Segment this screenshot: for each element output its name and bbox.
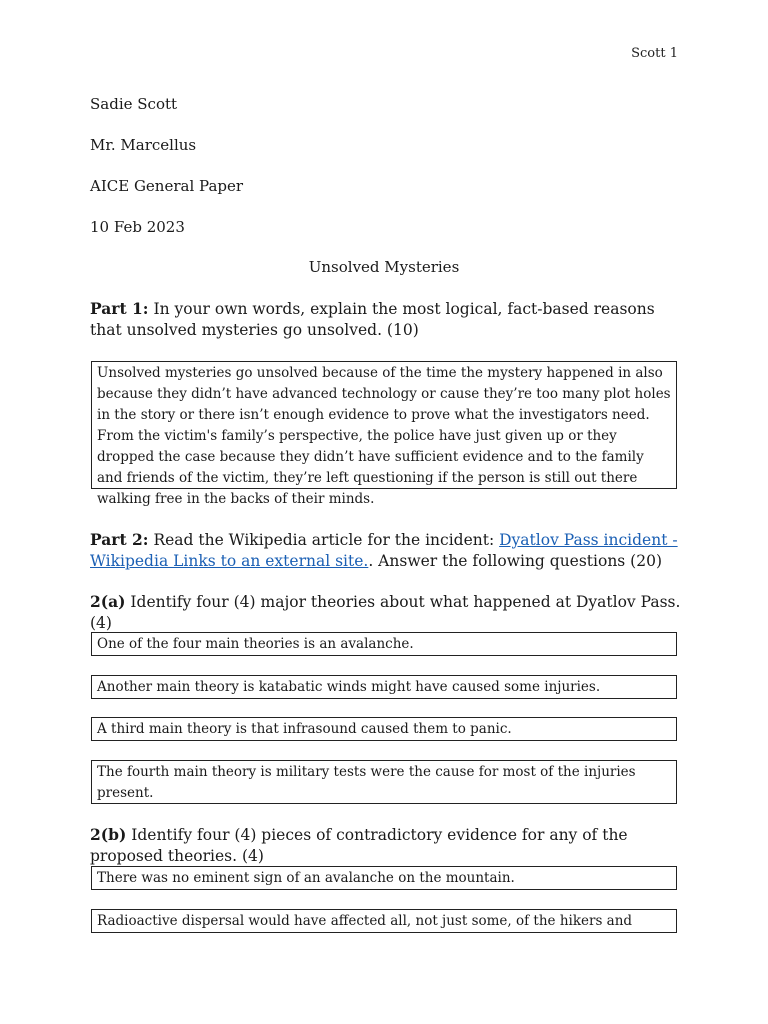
document-title: Unsolved Mysteries [308, 258, 460, 276]
q2a-answer-box-2 [91, 675, 677, 699]
q2b-answer-1: There was no eminent sign of an avalanche on the mountain. [97, 870, 515, 886]
q2a-answer-4: The fourth main theory is military tests were the cause for most of the injuries present. [97, 764, 636, 801]
page-header: Scott 1 [631, 46, 678, 61]
q2b-prompt-text: Identify four (4) pieces of contradictory evidence for any of the proposed theories. (4) [90, 826, 628, 865]
part2-prompt [90, 529, 690, 572]
student-name: Sadie Scott [90, 95, 178, 113]
q2b-answer-box-2 [91, 909, 677, 933]
q2a-answer-1: One of the four main theories is an avalanche. [97, 636, 414, 652]
part1-label: Part 1: [90, 299, 149, 318]
q2a-answer-3: A third main theory is that infrasound caused them to panic. [97, 721, 512, 737]
course-name: AICE General Paper [90, 177, 244, 195]
q2a-answer-2: Another main theory is katabatic winds might have caused some injuries. [97, 679, 601, 695]
q2b-answer-2: Radioactive dispersal would have affected all, not just some, of the hikers and [97, 913, 633, 929]
part2-prompt-end: . Answer the following questions (20) [368, 552, 663, 570]
q2a-answer-box-3 [91, 717, 677, 741]
q2b-label: 2(b) [90, 825, 127, 844]
q2a-prompt [90, 591, 690, 634]
q2a-label: 2(a) [90, 592, 126, 611]
part1-answer-box [91, 361, 677, 507]
part1-prompt-text: In your own words, explain the most logical, fact-based reasons that unsolved mysteries go unsolved. (10) [90, 300, 655, 339]
part2-label: Part 2: [90, 530, 149, 549]
part2-prompt-text: Read the Wikipedia article for the incident: [148, 531, 500, 549]
q2a-answer-box-1 [91, 632, 677, 656]
teacher-name: Mr. Marcellus [90, 136, 197, 154]
q2a-prompt-text: Identify four (4) major theories about what happened at Dyatlov Pass. (4) [90, 593, 681, 632]
dyatlov-wikipedia-link[interactable]: Dyatlov Pass incident - Wikipedia Links to an external site. [90, 531, 678, 570]
part1-answer-text: Unsolved mysteries go unsolved because of the time the mystery happened in also because they didn’t have advanced technology or cause they’re too many plot holes in the story or there isn’t enough evidence to prove what the investigators need. From the victim's family’s perspective, the police have just given up or they dropped the case because they didn’t have sufficient evidence and to the family and friends of the victim, they’re left questioning if the person is still out there walking free in the backs of their minds. [97, 365, 671, 507]
q2a-answer-box-4 [91, 760, 677, 804]
assignment-date: 10 Feb 2023 [90, 218, 185, 236]
part1-prompt [90, 298, 690, 341]
q2b-prompt [90, 824, 690, 867]
q2b-answer-box-1 [91, 866, 677, 890]
